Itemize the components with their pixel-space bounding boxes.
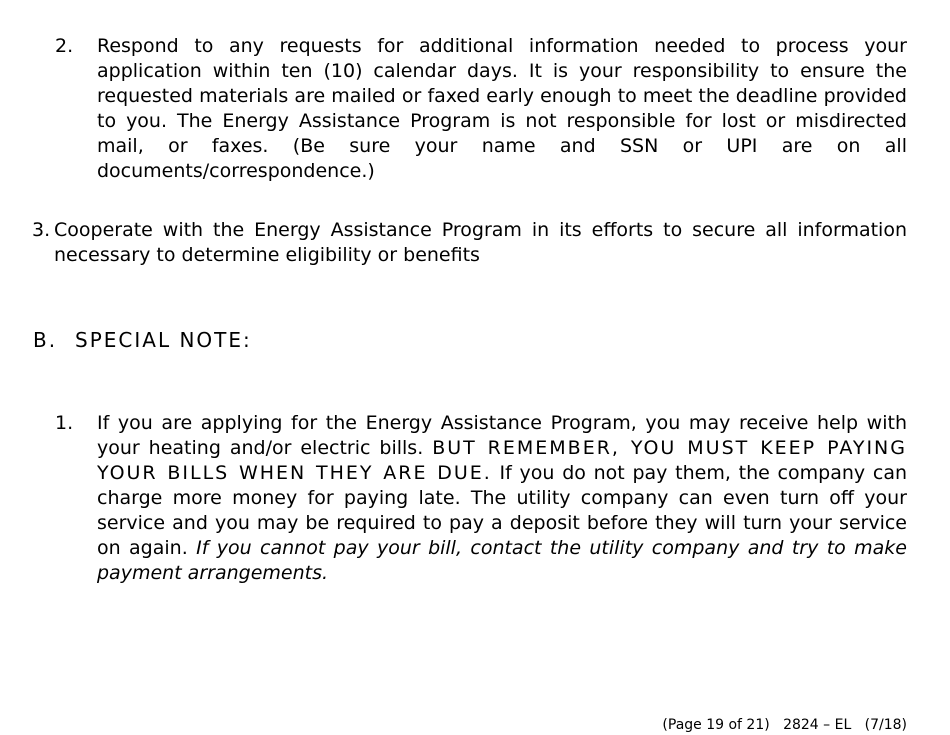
section-letter: B.: [33, 328, 58, 352]
page-footer: [662, 716, 907, 734]
list-item-text: [97, 411, 907, 586]
note-text-intro: If you are applying for the Energy Assistance Program, you may receive help with your heating and/or electric bills.: [97, 412, 907, 459]
section-title: SPECIAL NOTE:: [75, 328, 252, 352]
form-revision: (7/18): [864, 717, 907, 733]
form-number: 2824 – EL: [783, 717, 852, 733]
section-heading: [33, 327, 252, 353]
note-text-emphasis: BUT REMEMBER, YOU MUST KEEP PAYING YOUR BILLS WHEN THEY ARE DUE.: [97, 437, 907, 484]
list-item-number: 3.: [32, 219, 51, 241]
list-item-text: Respond to any requests for additional information needed to process your application within ten (10) calendar days. It is your responsibility to ensure the requested materials are mailed or faxed early enough to meet the deadline provided to you. The Energy Assistance Program is not responsible for lost or misdirected mail, or faxes. (Be sure your name and SSN or UPI are on all documents/correspondence.): [97, 35, 907, 182]
list-item-number: 1.: [55, 412, 74, 434]
note-text-middle: If you do not pay them, the company can charge more money for paying late. The utility company can even turn off your service and you may be required to pay a deposit before they will turn your service on again.: [97, 462, 907, 559]
list-item-number: 2.: [55, 35, 74, 57]
note-text-italic: If you cannot pay your bill, contact the utility company and try to make payment arrangements.: [97, 537, 907, 584]
list-item-text: Cooperate with the Energy Assistance Program in its efforts to secure all information necessary to determine eligibility or benefits: [54, 219, 907, 266]
page-number: (Page 19 of 21): [662, 717, 770, 733]
